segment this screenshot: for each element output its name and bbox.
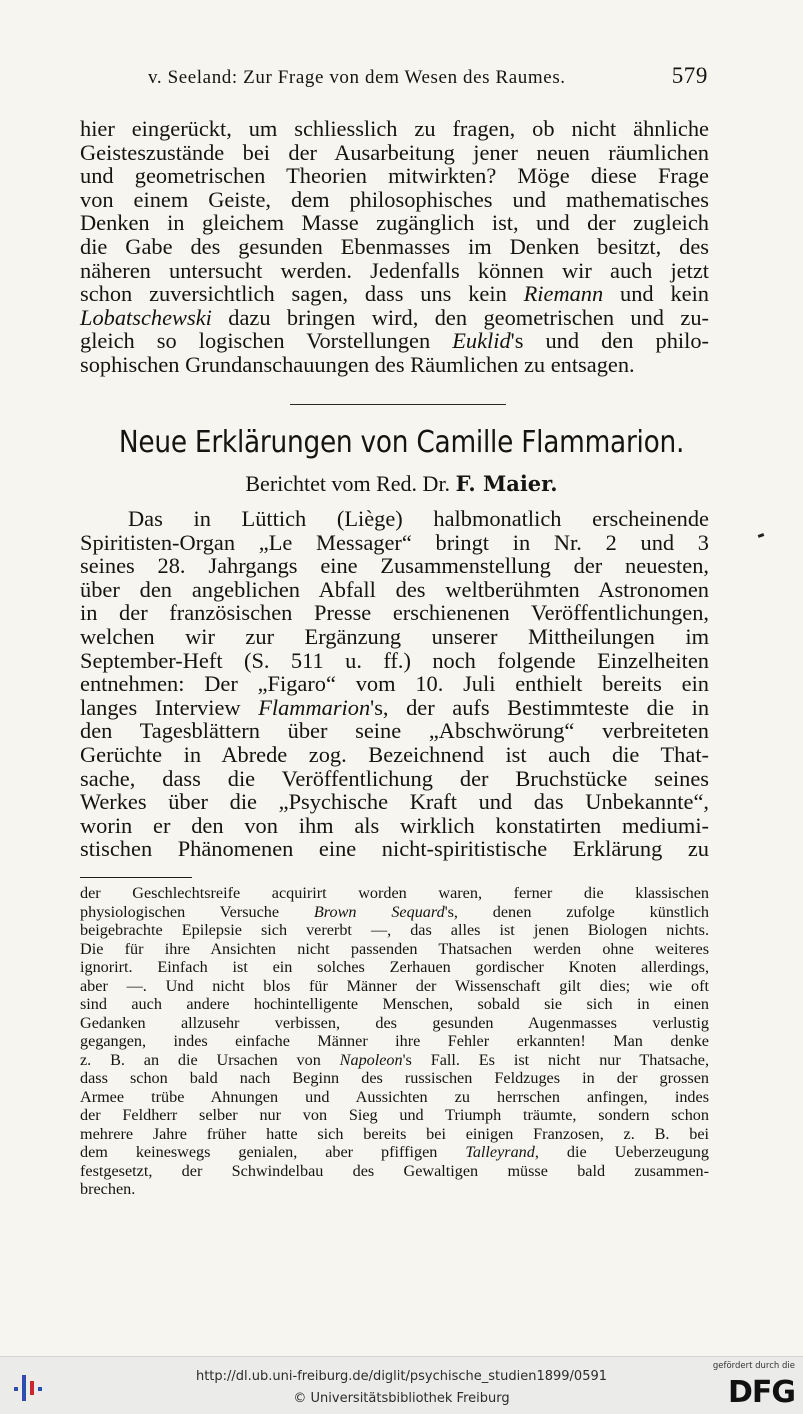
footnote-line: der Feldherr selber nur von Sieg und Triumph träumte, sondern schon <box>80 1106 709 1124</box>
footnote-line: festgesetzt, der Schwindelbau des Gewaltigen müsse bald zusammen- <box>80 1161 709 1180</box>
text-line: Lobatschewski dazu bringen wird, den geometrischen und zu- <box>80 304 709 330</box>
footnote-line: sind auch andere hochintelligente Menschen, sobald sie sich in einen <box>80 995 709 1013</box>
footnote-line: mehrere Jahre früher hatte sich bereits bei einigen Franzosen, z. B. bei <box>80 1124 709 1143</box>
text-line: in der französischen Presse erschienenen Veröffentlichungen, <box>80 600 709 626</box>
footnote-line: der Geschlechtsreife acquirirt worden waren, ferner die klassischen <box>80 884 709 902</box>
text-line: den Tagesblättern über seine „Abschwörung“ verbreiteten <box>80 718 709 744</box>
viewer-footer <box>0 1356 803 1414</box>
text-line: hier eingerückt, um schliesslich zu fragen, ob nicht ähnliche <box>80 116 709 141</box>
footnote-line: brechen. <box>80 1180 136 1198</box>
permalink-link[interactable]: http://dl.ub.uni-freiburg.de/diglit/psychische_studien1899/0591 <box>195 1369 608 1384</box>
text-line: über den angeblichen Abfall des weltberühmten Astronomen <box>80 576 709 602</box>
text-line: Geisteszustände bei der Ausarbeitung jener neuen räumlichen <box>80 139 709 165</box>
text-line: gleich so logischen Vorstellungen Euklid's und den philo- <box>80 328 709 354</box>
dfg-badge <box>705 1361 795 1409</box>
footnote-line: z. B. an die Ursachen von Napoleon's Fall. Es ist nicht nur Thatsache, <box>80 1050 709 1069</box>
page-number: 579 <box>671 63 708 88</box>
byline <box>0 471 803 497</box>
intro-paragraph <box>80 117 709 377</box>
footnote-line: gegangen, indes einfache Männer ihre Fehler erkannten! Man denke <box>80 1032 709 1050</box>
footnote-line: Armee trübe Ahnungen und Aussichten zu herrschen anfingen, indes <box>80 1087 709 1106</box>
text-line: schon zuversichtlich sagen, dass uns kein Riemann und kein <box>80 281 709 307</box>
article-title: Neue Erklärungen von Camille Flammarion. <box>118 425 685 460</box>
text-line: Das in Lüttich (Liège) halbmonatlich erscheinende <box>128 506 709 531</box>
copyright-notice: © Universitätsbibliothek Freiburg <box>293 1391 510 1406</box>
text-line: von einem Geiste, dem philosophisches und mathematisches <box>80 186 709 212</box>
footnote-line: beigebrachte Epilepsie sich vererbt —, das alles ist jenen Biologen nichts. <box>80 921 709 939</box>
text-line: langes Interview Flammarion's, der aufs Bestimmteste die in <box>80 694 710 720</box>
footnote-rule <box>80 877 192 878</box>
text-line: die Gabe des gesunden Ebenmasses im Denken besitzt, des <box>80 233 709 259</box>
margin-mark <box>758 533 765 538</box>
text-line: stischen Phänomenen eine nicht-spiritistische Erklärung zu <box>80 836 709 862</box>
text-line: worin er den von ihm als wirklich konstatirten mediumi- <box>80 812 709 838</box>
text-line: näheren untersucht werden. Jedenfalls können wir auch jetzt <box>80 257 709 283</box>
text-line: Denken in gleichem Masse zugänglich ist, und der zugleich <box>80 210 709 236</box>
running-head <box>148 63 708 93</box>
text-line: Spiritisten-Organ „Le Messager“ bringt in Nr. 2 und 3 <box>80 529 709 555</box>
text-line: sophischen Grundanschauungen des Räumlichen zu entsagen. <box>80 351 635 377</box>
footnote-line: physiologischen Versuche Brown Sequard's, denen zufolge künstlich <box>80 902 709 921</box>
section-divider <box>290 404 506 405</box>
dfg-logo: DFG <box>727 1375 795 1410</box>
footnote-line: Gedanken allzusehr verbissen, des gesunden Augenmasses verlustig <box>80 1013 709 1032</box>
text-line: September-Heft (S. 511 u. ff.) noch folgende Einzelheiten <box>80 647 709 673</box>
byline-prefix: Berichtet vom Red. Dr. <box>245 471 451 496</box>
text-line: seines 28. Jahrgangs eine Zusammenstellung der neuesten, <box>80 553 709 579</box>
text-line: Werkes über die „Psychische Kraft und das Unbekannte“, <box>80 789 709 815</box>
footnote-line: dass schon bald nach Beginn des russischen Feldzuges in der grossen <box>80 1069 709 1087</box>
footnote-line: ignorirt. Einfach ist ein solches Zerhauen gordischer Knoten allerdings, <box>80 958 709 976</box>
text-line: sache, dass die Veröffentlichung der Bruchstücke seines <box>80 765 709 791</box>
text-line: entnehmen: Der „Figaro“ vom 10. Juli enthielt bereits ein <box>80 671 709 697</box>
running-head-title: v. Seeland: Zur Frage von dem Wesen des Raumes. <box>148 67 566 88</box>
footnote-line: dem keineswegs genialen, aber pfiffigen Talleyrand, die Ueberzeugung <box>80 1143 709 1161</box>
dfg-caption: gefördert durch die <box>712 1361 795 1371</box>
text-line: welchen wir zur Ergänzung unserer Mittheilungen im <box>80 623 709 649</box>
footnote <box>80 884 709 1199</box>
text-line: Gerüchte in Abrede zog. Bezeichnend ist auch die That- <box>80 741 709 767</box>
text-line: und geometrischen Theorien mitwirkten? Möge diese Frage <box>80 163 709 189</box>
body-paragraph <box>80 507 709 861</box>
byline-author: F. Maier. <box>455 471 558 496</box>
footnote-line: Die für ihre Ansichten nicht passenden Thatsachen werden ohne weiteres <box>80 939 709 958</box>
footnote-line: aber —. Und nicht blos für Männer der Wissenschaft gilt dies; wie oft <box>80 976 709 995</box>
